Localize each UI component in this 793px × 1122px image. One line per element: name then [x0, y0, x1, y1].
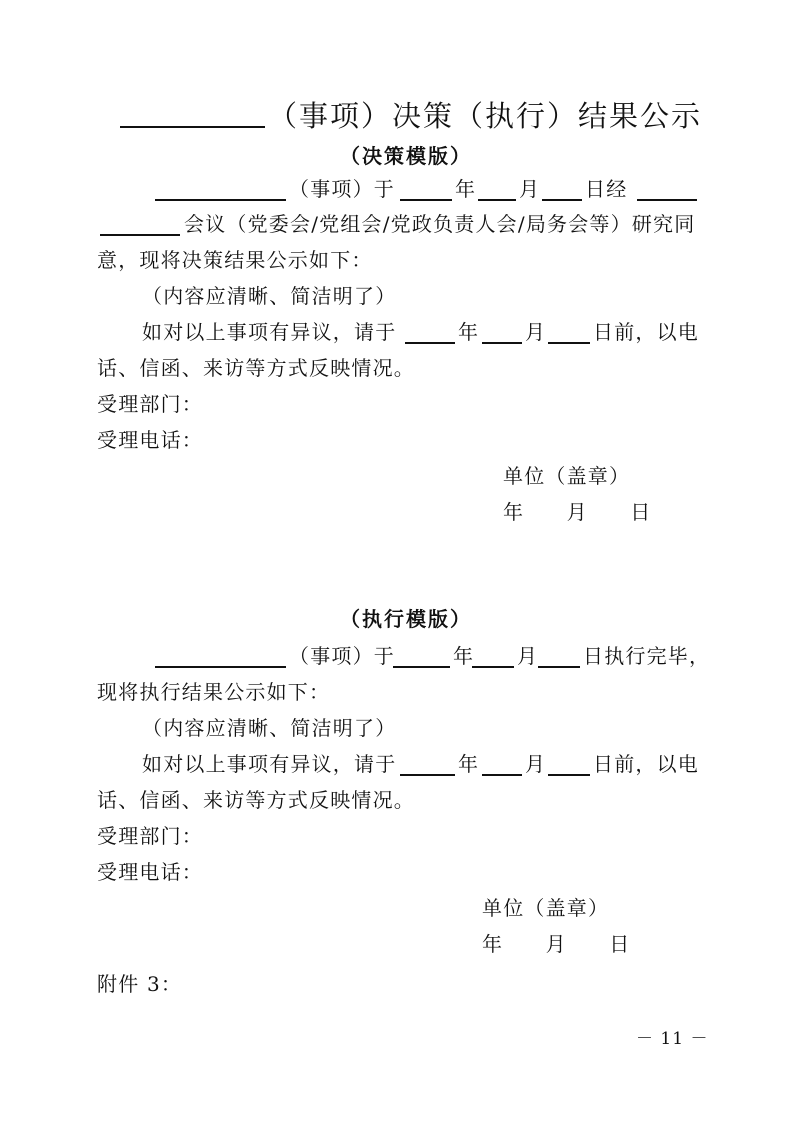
decision-date: 年 月 日 [503, 500, 652, 524]
execution-objection-day-label: 日前，以电 [593, 752, 699, 776]
decision-objection-month-label: 月 [525, 320, 547, 344]
decision-template-heading: （决策模版） [340, 144, 472, 168]
decision-content-note: （内容应清晰、简洁明了） [142, 284, 397, 308]
decision-year-blank[interactable] [400, 199, 452, 201]
decision-meeting-text: 会议（党委会/党组会/党政负责人会/局务会等）研究同 [184, 212, 696, 236]
decision-day-label: 日经 [585, 177, 628, 201]
attachment-label: 附件 3： [97, 972, 183, 996]
decision-objection-text: 如对以上事项有异议，请于 [142, 320, 397, 344]
execution-dept-label: 受理部门： [97, 824, 203, 848]
execution-item-label: （事项）于 [289, 644, 395, 668]
decision-objection-year-blank[interactable] [405, 342, 455, 344]
execution-month-blank[interactable] [472, 666, 514, 668]
execution-day-label: 日执行完毕， [583, 644, 711, 668]
decision-objection-month-blank[interactable] [482, 342, 522, 344]
title-blank-line[interactable] [120, 126, 265, 128]
execution-item-blank[interactable] [155, 666, 286, 668]
execution-objection-text: 如对以上事项有异议，请于 [142, 752, 397, 776]
decision-meeting-blank-1[interactable] [637, 199, 697, 201]
decision-item-label: （事项）于 [289, 177, 395, 201]
execution-objection-month-label: 月 [525, 752, 547, 776]
execution-year-label: 年 [453, 644, 475, 668]
decision-meeting-blank-2[interactable] [100, 234, 180, 236]
decision-month-blank[interactable] [478, 199, 516, 201]
decision-objection-day-label: 日前，以电 [593, 320, 699, 344]
page-title: （事项）决策（执行）结果公示 [268, 99, 703, 133]
execution-objection-day-blank[interactable] [548, 774, 590, 776]
execution-objection-year-blank[interactable] [400, 774, 455, 776]
execution-date: 年 月 日 [482, 932, 631, 956]
execution-content-note: （内容应清晰、简洁明了） [142, 716, 397, 740]
execution-template-heading: （执行模版） [340, 607, 472, 631]
execution-objection-month-blank[interactable] [482, 774, 522, 776]
execution-year-blank[interactable] [393, 666, 450, 668]
decision-phone-label: 受理电话： [97, 428, 203, 452]
decision-year-label: 年 [455, 177, 477, 201]
page-number: － 11 － [636, 1029, 709, 1049]
execution-contact-methods: 话、信函、来访等方式反映情况。 [97, 788, 415, 812]
decision-item-blank[interactable] [155, 199, 286, 201]
decision-day-blank[interactable] [542, 199, 582, 201]
decision-objection-day-blank[interactable] [548, 342, 590, 344]
decision-objection-year-label: 年 [458, 320, 480, 344]
decision-dept-label: 受理部门： [97, 392, 203, 416]
decision-contact-methods: 话、信函、来访等方式反映情况。 [97, 356, 415, 380]
execution-phone-label: 受理电话： [97, 860, 203, 884]
execution-objection-year-label: 年 [458, 752, 480, 776]
execution-month-label: 月 [517, 644, 539, 668]
decision-publish-text: 意，现将决策结果公示如下： [97, 248, 373, 272]
decision-month-label: 月 [519, 177, 541, 201]
execution-publish-text: 现将执行结果公示如下： [97, 680, 331, 704]
execution-day-blank[interactable] [538, 666, 580, 668]
execution-unit-stamp: 单位（盖章） [482, 896, 610, 920]
decision-unit-stamp: 单位（盖章） [503, 464, 631, 488]
